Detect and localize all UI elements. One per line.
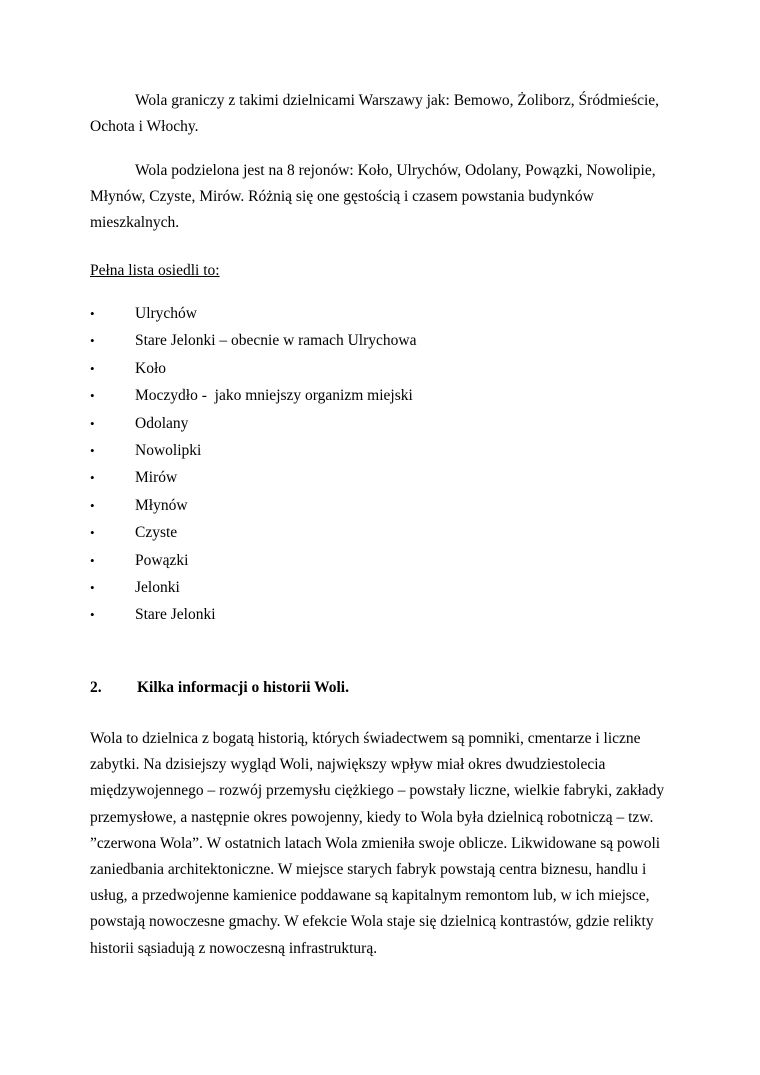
bullet-icon: •: [90, 607, 95, 623]
list-item-text: Czyste: [135, 524, 178, 542]
bullet-icon: •: [90, 470, 95, 486]
list-item-text: Stare Jelonki – obecnie w ramach Ulrychowa: [135, 332, 417, 350]
list-heading: Pełna lista osiedli to:: [90, 262, 220, 279]
list-item-text: Młynów: [135, 496, 188, 514]
list-item-text: Nowolipki: [135, 441, 202, 459]
list-item-text: Stare Jelonki: [135, 606, 216, 624]
list-item-text: Powązki: [135, 551, 189, 569]
paragraph-borders: Wola graniczy z takimi dzielnicami Warszawy jak: Bemowo, Żoliborz, Śródmieście, Ochota i Włochy.: [90, 92, 660, 135]
bullet-icon: •: [90, 306, 95, 321]
list-item-text: Ulrychów: [135, 305, 197, 322]
bullet-icon: •: [90, 333, 95, 349]
paragraph-history: Wola to dzielnica z bogatą historią, których świadectwem są pomniki, cmentarze i liczne zabytki. Na dzisiejszy wygląd Woli, największy wpływ miał okres dwudziestolecia międzywojennego – rozwój przemysłu ciężkiego – powstały liczne, wielkie fabryki, zakłady przemysłowe, a następnie okres powojenny, kiedy to Wola była dzielnicą robotniczą – tzw. ”czerwona Wola”. W ostatnich latach Wola zmieniła swoje oblicze. Likwidowane są powoli zaniedbania architektoniczne. W miejsce starych fabryk powstają centra biznesu, handlu i usług, a przedwojenne kamienice poddawane są kapitalnym remontom lub, w ich miejsce, powstają nowoczesne gmachy. W efekcie Wola staje się dzielnicą kontrastów, gdzie relikty historii sąsiadują z nowoczesną infrastrukturą.: [90, 730, 665, 957]
paragraph-regions: Wola podzielona jest na 8 rejonów: Koło, Ulrychów, Odolany, Powązki, Nowolipie, Młynów, Czyste, Mirów. Różnią się one gęstością i czasem powstania budynków mieszkalnych.: [90, 162, 656, 231]
bullet-icon: •: [90, 497, 95, 513]
bullet-icon: •: [90, 442, 95, 458]
list-item-text: Mirów: [135, 469, 178, 487]
bullet-icon: •: [90, 388, 95, 404]
bullet-icon: •: [90, 360, 95, 376]
bullet-icon: •: [90, 525, 95, 541]
list-item-text: Jelonki: [135, 578, 180, 596]
section-title: Kilka informacji o historii Woli.: [137, 679, 349, 696]
list-item-text: Koło: [135, 359, 166, 377]
list-item-text: Moczydło - jako mniejszy organizm miejski: [135, 387, 413, 405]
bullet-icon: •: [90, 415, 95, 431]
list-item-text: Odolany: [135, 414, 189, 432]
section-number: 2.: [90, 679, 102, 696]
bullet-icon: •: [90, 579, 95, 595]
bullet-icon: •: [90, 552, 95, 568]
